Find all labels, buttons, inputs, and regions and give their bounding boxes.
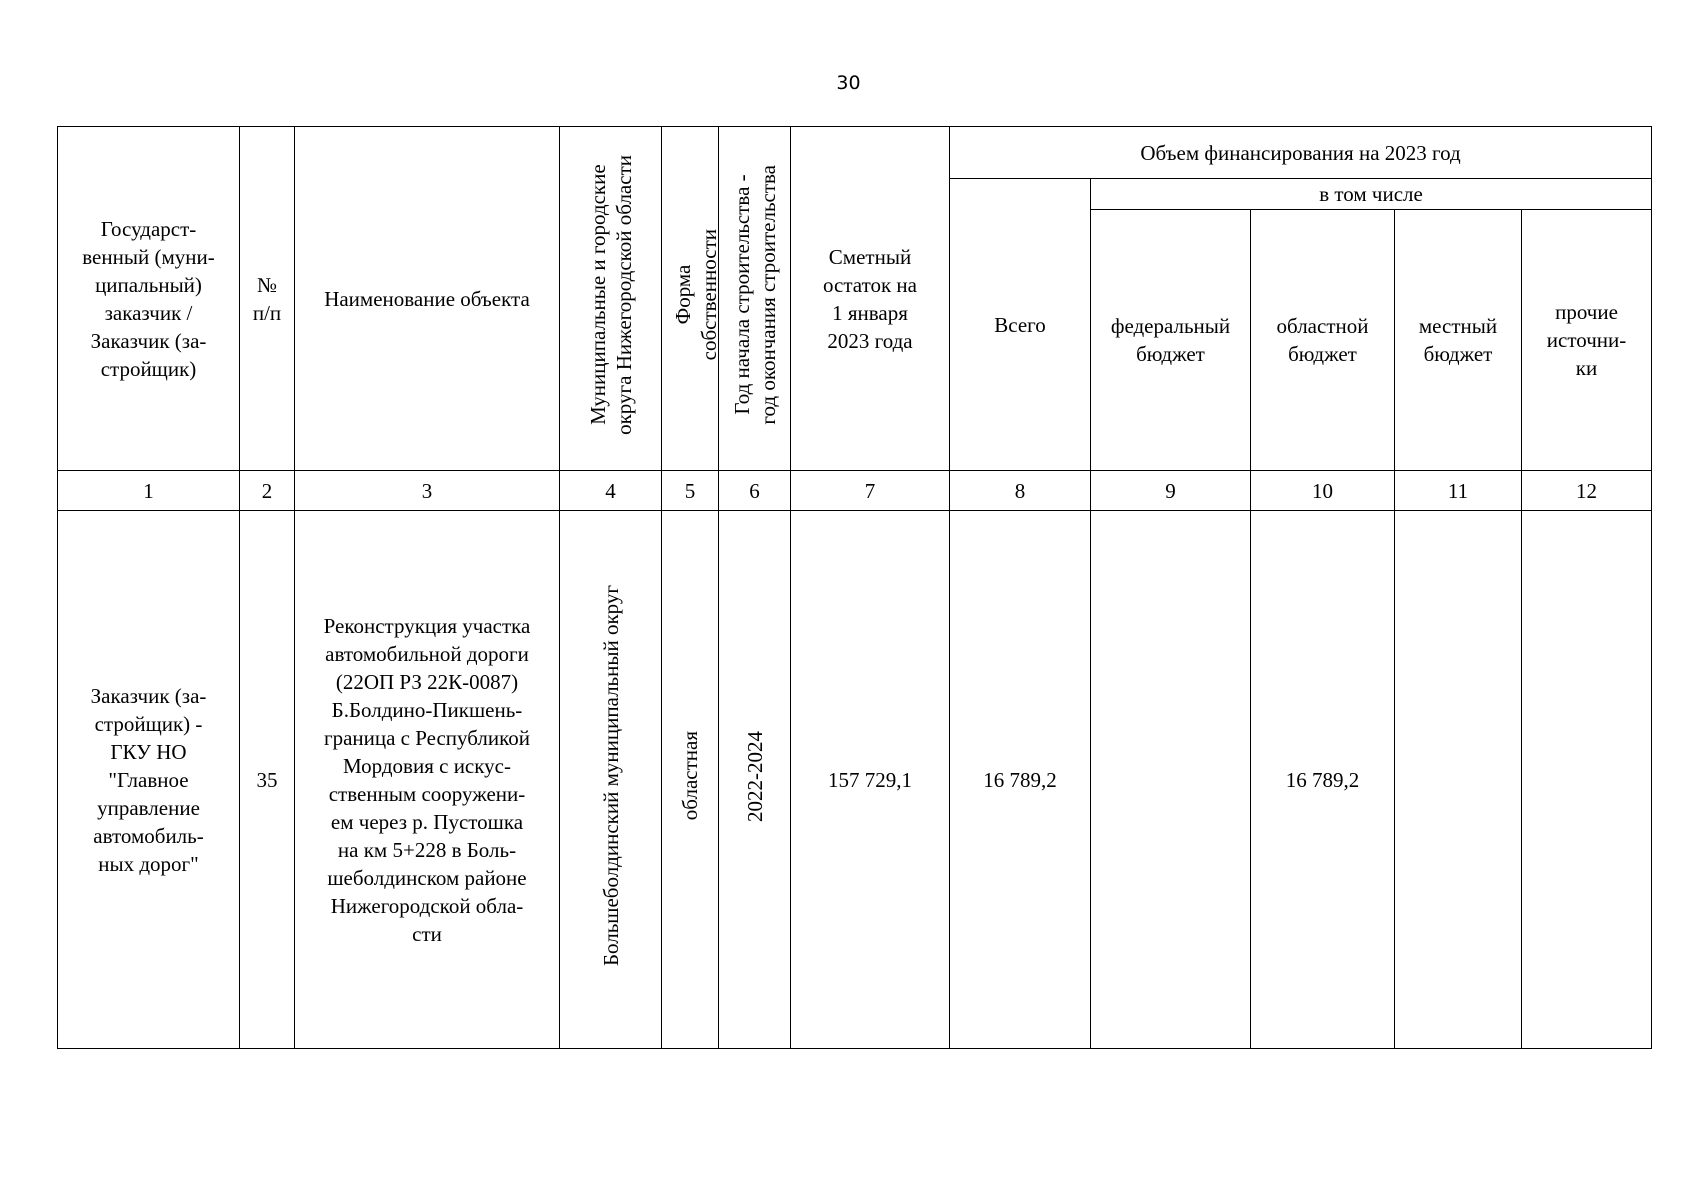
- row-object-name: Реконструкция участка автомобильной дороги (22ОП РЗ 22К-0087) Б.Болдино-Пикшень- граница с Республикой Мордовия с искус- ственным сооружени- ем через р. Пустошка на км 5+228 в Боль- шеболдинском районе Нижегородской обла- сти: [295, 511, 560, 1049]
- page-number: 30: [836, 72, 861, 94]
- table-row: [58, 511, 1652, 1049]
- header-local: местный бюджет: [1395, 210, 1522, 471]
- row-num: 35: [240, 511, 295, 1049]
- column-number: 1: [58, 471, 240, 511]
- row-regional: 16 789,2: [1251, 511, 1395, 1049]
- row-local: [1395, 511, 1522, 1049]
- header-estimate-balance: Сметный остаток на 1 января 2023 года: [791, 127, 950, 471]
- row-total: 16 789,2: [950, 511, 1091, 1049]
- header-funding-group: Объем финансирования на 2023 год: [950, 127, 1652, 179]
- column-number: 5: [662, 471, 719, 511]
- header-years: Год начала строительства - год окончания строительства: [719, 127, 791, 471]
- header-num: № п/п: [240, 127, 295, 471]
- header-customer: Государст- венный (муни- ципальный) заказчик / Заказчик (за- стройщик): [58, 127, 240, 471]
- row-years: 2022-2024: [719, 511, 791, 1049]
- column-number: 3: [295, 471, 560, 511]
- column-number: 10: [1251, 471, 1395, 511]
- row-other: [1522, 511, 1652, 1049]
- column-number: 2: [240, 471, 295, 511]
- column-number: 9: [1091, 471, 1251, 511]
- column-number: 8: [950, 471, 1091, 511]
- header-including: в том числе: [1091, 179, 1652, 210]
- row-ownership: областная: [662, 511, 719, 1049]
- header-regional: областной бюджет: [1251, 210, 1395, 471]
- column-number: 12: [1522, 471, 1652, 511]
- column-number: 11: [1395, 471, 1522, 511]
- column-numbers-row: [58, 471, 1652, 511]
- header-ownership: Форма собственности: [662, 127, 719, 471]
- header-object-name: Наименование объекта: [295, 127, 560, 471]
- row-estimate-balance: 157 729,1: [791, 511, 950, 1049]
- column-number: 4: [560, 471, 662, 511]
- header-row-1: [58, 127, 1652, 179]
- header-federal: федеральный бюджет: [1091, 210, 1251, 471]
- row-municipality: Большеболдинский муниципальный округ: [560, 511, 662, 1049]
- row-customer: Заказчик (за- стройщик) - ГКУ НО "Главное управление автомобиль- ных дорог": [58, 511, 240, 1049]
- column-number: 6: [719, 471, 791, 511]
- financing-table: [57, 126, 1652, 1049]
- header-municipality: Муниципальные и городские округа Нижегородской области: [560, 127, 662, 471]
- column-number: 7: [791, 471, 950, 511]
- header-other: прочие источни- ки: [1522, 210, 1652, 471]
- header-total: Всего: [950, 179, 1091, 471]
- row-federal: [1091, 511, 1251, 1049]
